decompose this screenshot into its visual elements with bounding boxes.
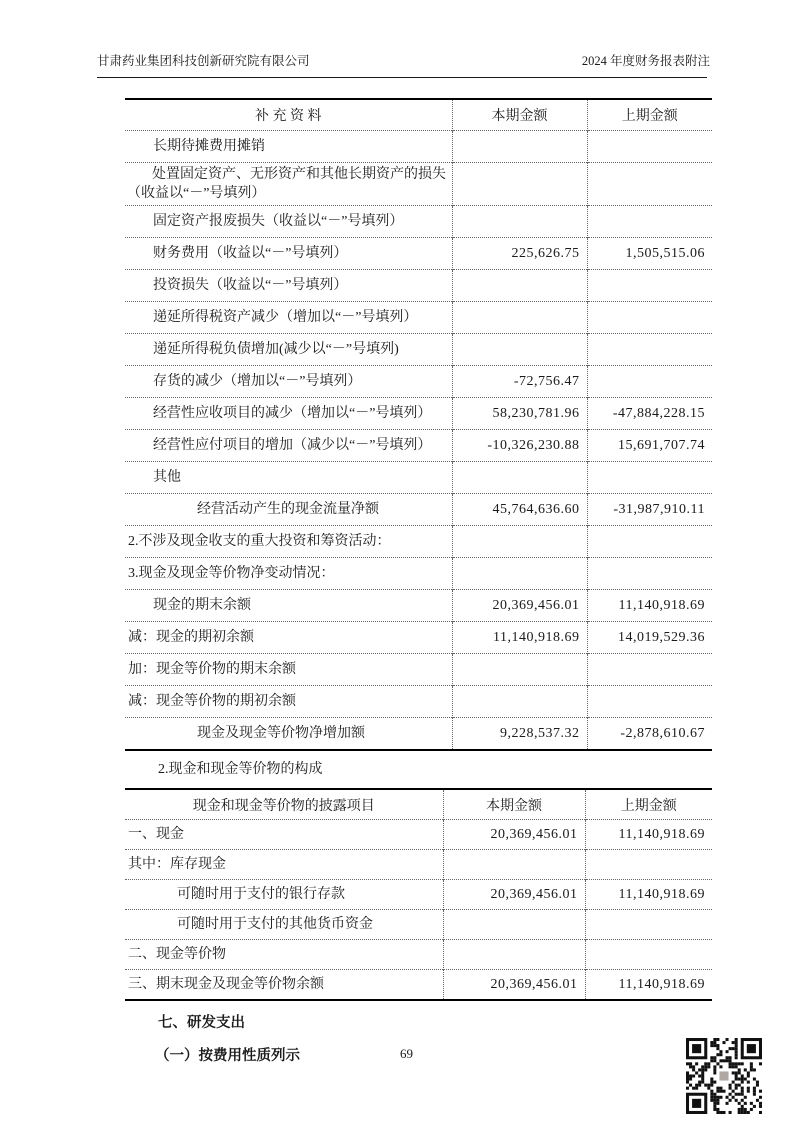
row-label: 现金及现金等价物净增加额 [125,718,452,751]
cash-composition-caption: 2.现金和现金等价物的构成 [158,762,323,777]
table-row [125,820,712,850]
prior-period-amount: 1,505,515.06 [587,238,712,270]
table-row [125,622,712,654]
row-label: 2.不涉及现金收支的重大投资和筹资活动： [125,526,452,558]
row-label: 三、期末现金及现金等价物余额 [125,970,443,1001]
row-label: 经营活动产生的现金流量净额 [125,494,452,526]
prior-period-amount [587,366,712,398]
section-heading-rd-expenditure: 七、研发支出 [158,1015,245,1031]
prior-period-amount [587,558,712,590]
column-header-prior-period: 上期金额 [585,789,712,820]
table-row [125,366,712,398]
current-period-amount [452,206,587,238]
running-header [97,52,710,70]
prior-period-amount [587,270,712,302]
current-period-amount [452,302,587,334]
prior-period-amount: -31,987,910.11 [587,494,712,526]
current-period-amount [443,910,585,940]
current-period-amount: 225,626.75 [452,238,587,270]
table-header-row [125,789,712,820]
row-label: 长期待摊费用摊销 [125,131,452,163]
company-name: 甘肃药业集团科技创新研究院有限公司 [97,54,310,68]
row-label: 一、现金 [125,820,443,850]
subsection-heading-by-expense-nature: （一）按费用性质列示 [155,1048,300,1064]
column-header-supplementary: 补 充 资 料 [255,109,322,124]
prior-period-amount: 15,691,707.74 [587,430,712,462]
prior-period-amount: 11,140,918.69 [587,590,712,622]
table-row [125,850,712,880]
report-title: 2024 年度财务报表附注 [581,54,710,68]
table-row [125,558,712,590]
current-period-amount [452,163,587,206]
prior-period-amount: 11,140,918.69 [585,970,712,1001]
row-label: 可随时用于支付的其他货币资金 [125,910,443,940]
current-period-amount [443,850,585,880]
column-header-current-period: 本期金额 [443,789,585,820]
current-period-amount: 58,230,781.96 [452,398,587,430]
column-header-disclosure-item: 现金和现金等价物的披露项目 [192,798,375,814]
current-period-amount: 9,228,537.32 [452,718,587,751]
table-row [125,718,712,751]
prior-period-amount: 11,140,918.69 [585,880,712,910]
prior-period-amount [587,654,712,686]
prior-period-amount: 11,140,918.69 [585,820,712,850]
prior-period-amount: 14,019,529.36 [587,622,712,654]
row-label: 减：现金的期初余额 [125,622,452,654]
header-divider [97,77,707,78]
current-period-amount [452,558,587,590]
prior-period-amount [587,526,712,558]
table-row [125,910,712,940]
row-label: 其中：库存现金 [125,850,443,880]
table-row [125,526,712,558]
table-row [125,270,712,302]
row-label: 减：现金等价物的期初余额 [125,686,452,718]
prior-period-amount [585,850,712,880]
row-label: 3.现金及现金等价物净变动情况： [125,558,452,590]
row-label: 经营性应收项目的减少（增加以“－”号填列） [125,398,452,430]
table-row [125,686,712,718]
current-period-amount [452,526,587,558]
table-row [125,398,712,430]
current-period-amount: 20,369,456.01 [443,820,585,850]
qr-code-icon [686,1038,762,1114]
cash-equivalents-table [125,788,712,1001]
table-header-row [125,99,712,131]
row-label: 加：现金等价物的期末余额 [125,654,452,686]
current-period-amount [452,686,587,718]
row-label: 经营性应付项目的增加（减少以“－”号填列） [125,430,452,462]
current-period-amount [452,654,587,686]
table-row [125,590,712,622]
current-period-amount [452,334,587,366]
current-period-amount [452,131,587,163]
table-row [125,970,712,1001]
current-period-amount: 20,369,456.01 [443,970,585,1001]
table-row [125,462,712,494]
current-period-amount [443,940,585,970]
current-period-amount: 20,369,456.01 [443,880,585,910]
row-label: 固定资产报废损失（收益以“－”号填列） [125,206,452,238]
prior-period-amount [587,462,712,494]
table-row [125,494,712,526]
prior-period-amount: -2,878,610.67 [587,718,712,751]
current-period-amount: 20,369,456.01 [452,590,587,622]
current-period-amount [452,462,587,494]
table-row [125,206,712,238]
table-row [125,940,712,970]
row-label: 财务费用（收益以“－”号填列） [125,238,452,270]
table-row [125,880,712,910]
page-number: 69 [400,1046,413,1061]
current-period-amount [452,270,587,302]
prior-period-amount [587,206,712,238]
row-label: 递延所得税负债增加(减少以“－”号填列) [125,334,452,366]
prior-period-amount [587,686,712,718]
row-label: 递延所得税资产减少（增加以“－”号填列） [125,302,452,334]
prior-period-amount [585,910,712,940]
row-label: 二、现金等价物 [125,940,443,970]
supplementary-info-table [125,98,712,751]
table-row [125,131,712,163]
table-row [125,238,712,270]
row-label: 处置固定资产、无形资产和其他长期资产的损失（收益以“－”号填列） [125,163,452,206]
row-label: 其他 [125,462,452,494]
current-period-amount: 45,764,636.60 [452,494,587,526]
table-row [125,430,712,462]
prior-period-amount [587,163,712,206]
current-period-amount: -10,326,230.88 [452,430,587,462]
current-period-amount: 11,140,918.69 [452,622,587,654]
prior-period-amount: -47,884,228.15 [587,398,712,430]
row-label: 现金的期末余额 [125,590,452,622]
row-label: 投资损失（收益以“－”号填列） [125,270,452,302]
row-label: 可随时用于支付的银行存款 [125,880,443,910]
table-row [125,302,712,334]
prior-period-amount [587,302,712,334]
column-header-prior-period: 上期金额 [587,99,712,131]
prior-period-amount [585,940,712,970]
column-header-current-period: 本期金额 [452,99,587,131]
table-row [125,334,712,366]
table-row [125,163,712,206]
current-period-amount: -72,756.47 [452,366,587,398]
row-label: 存货的减少（增加以“－”号填列） [125,366,452,398]
prior-period-amount [587,334,712,366]
table-row [125,654,712,686]
prior-period-amount [587,131,712,163]
